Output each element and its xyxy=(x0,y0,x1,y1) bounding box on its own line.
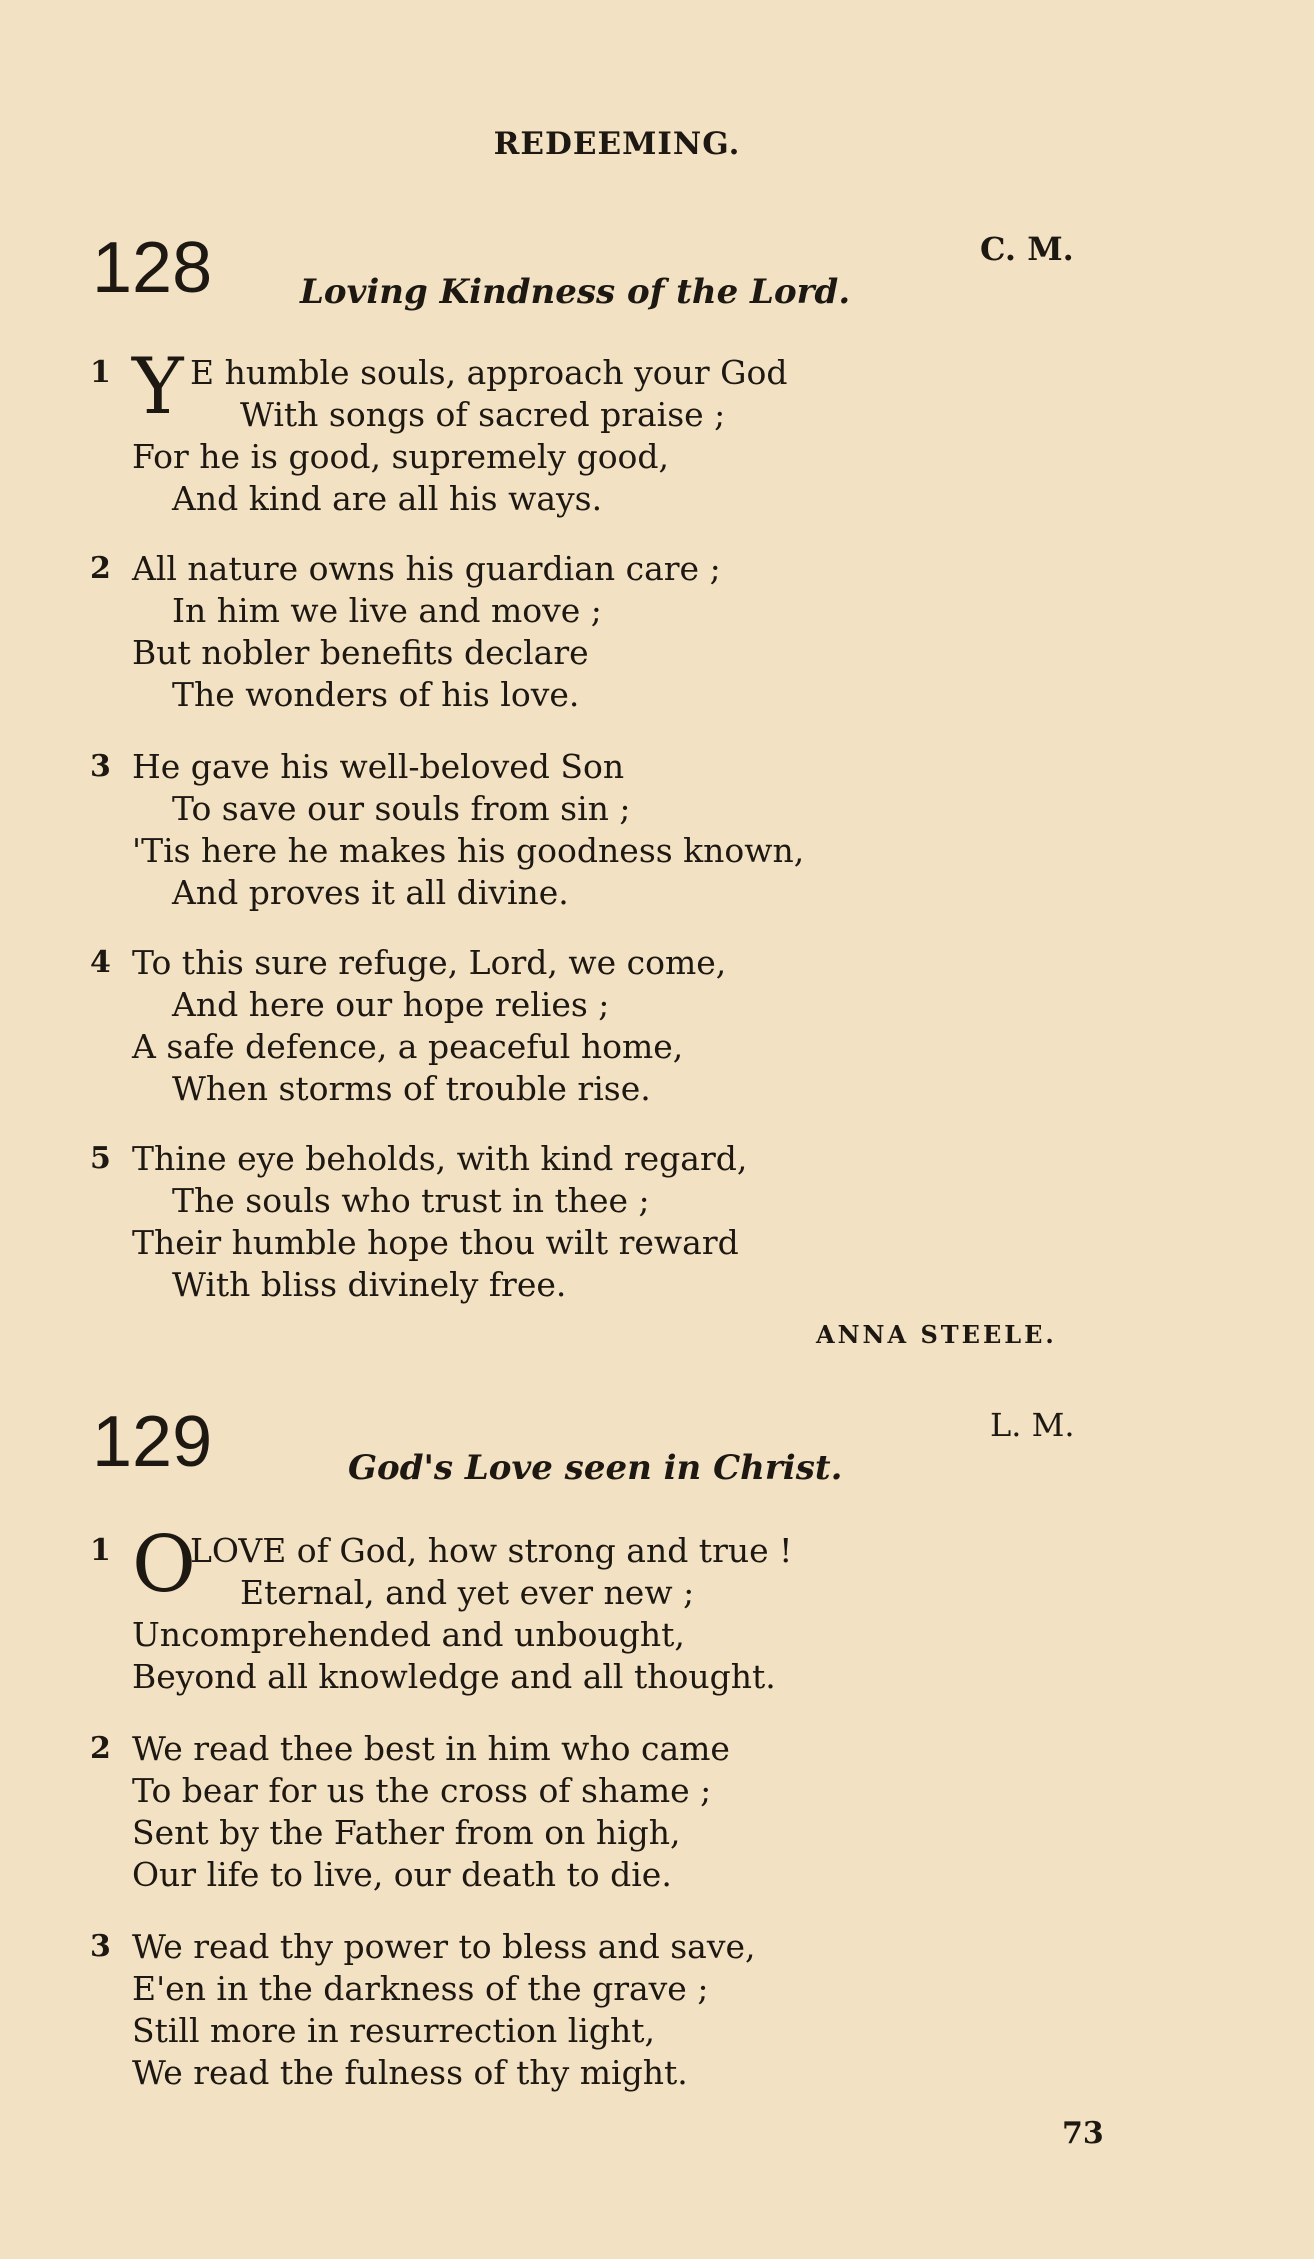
stanza-line: When storms of trouble rise. xyxy=(172,1069,651,1108)
stanza-line: With bliss divinely free. xyxy=(172,1265,567,1304)
stanza xyxy=(90,746,805,914)
stanza-number: 2 xyxy=(90,551,111,586)
stanza-line: In him we live and move ; xyxy=(172,591,602,630)
line-text: Thine eye beholds, with kind regard, xyxy=(132,1139,748,1178)
stanza-line: To bear for us the cross of shame ; xyxy=(132,1771,712,1810)
stanza-line: But nobler benefits declare xyxy=(132,633,589,672)
stanza-line xyxy=(90,548,721,590)
stanza xyxy=(90,942,727,1110)
stanza-line: 'Tis here he makes his goodness known, xyxy=(132,831,805,870)
stanza-line: Their humble hope thou wilt reward xyxy=(132,1223,739,1262)
line-text: He gave his well-beloved Son xyxy=(132,747,625,786)
stanza xyxy=(90,342,788,520)
drop-cap: O xyxy=(132,1520,196,1610)
page-number: 73 xyxy=(1062,2116,1104,2151)
stanza-line: The souls who trust in thee ; xyxy=(172,1181,650,1220)
stanza-line xyxy=(90,746,804,788)
stanza-line: Eternal, and yet ever new ; xyxy=(240,1573,695,1612)
line-text: E humble souls, approach your God xyxy=(190,353,788,392)
stanza-line: Sent by the Father from on high, xyxy=(132,1813,681,1852)
stanza xyxy=(90,1520,793,1698)
stanza-line: And kind are all his ways. xyxy=(172,479,603,518)
attribution: ANNA STEELE. xyxy=(816,1320,1057,1349)
hymn-number: 128 xyxy=(92,228,213,308)
stanza-number: 1 xyxy=(90,1533,111,1568)
line-text: To this sure refuge, Lord, we come, xyxy=(132,943,727,982)
stanza-line: E'en in the darkness of the grave ; xyxy=(132,1969,709,2008)
stanza xyxy=(90,1138,748,1306)
stanza-line: A safe defence, a peaceful home, xyxy=(132,1027,684,1066)
stanza-number: 3 xyxy=(90,1929,111,1964)
stanza-line xyxy=(90,1138,748,1180)
stanza-line: Uncomprehended and unbought, xyxy=(132,1615,685,1654)
stanza-line: The wonders of his love. xyxy=(172,675,580,714)
stanza-line xyxy=(90,1926,756,1968)
hymn-title: God's Love seen in Christ. xyxy=(348,1448,843,1488)
stanza xyxy=(90,548,721,716)
stanza-number: 5 xyxy=(90,1141,111,1176)
stanza-line: Our life to live, our death to die. xyxy=(132,1855,672,1894)
stanza xyxy=(90,1926,756,2094)
stanza-number: 1 xyxy=(90,355,111,390)
stanza-line: And here our hope relies ; xyxy=(172,985,610,1024)
stanza-line: Beyond all knowledge and all thought. xyxy=(132,1657,776,1696)
stanza-line: To save our souls from sin ; xyxy=(172,789,631,828)
line-text: We read thee best in him who came xyxy=(132,1729,730,1768)
hymn-title: Loving Kindness of the Lord. xyxy=(300,272,851,312)
stanza-line xyxy=(90,942,727,984)
page-header: REDEEMING. xyxy=(493,126,741,162)
hymn-meter: L. M. xyxy=(990,1406,1075,1444)
stanza-number: 2 xyxy=(90,1731,111,1766)
line-text: We read thy power to bless and save, xyxy=(132,1927,756,1966)
stanza-number: 3 xyxy=(90,749,111,784)
stanza-line: Still more in resurrection light, xyxy=(132,2011,655,2050)
stanza xyxy=(90,1728,730,1896)
line-text: LOVE of God, how strong and true ! xyxy=(190,1531,793,1570)
stanza-line: For he is good, supremely good, xyxy=(132,437,670,476)
hymn-meter: C. M. xyxy=(980,230,1074,268)
stanza-line: And proves it all divine. xyxy=(172,873,569,912)
stanza-number: 4 xyxy=(90,945,111,980)
stanza-line xyxy=(90,1728,730,1770)
stanza-line: We read the fulness of thy might. xyxy=(132,2053,688,2092)
hymn-number: 129 xyxy=(92,1402,213,1482)
stanza-line: With songs of sacred praise ; xyxy=(240,395,726,434)
drop-cap: Y xyxy=(132,342,184,432)
line-text: All nature owns his guardian care ; xyxy=(132,549,721,588)
